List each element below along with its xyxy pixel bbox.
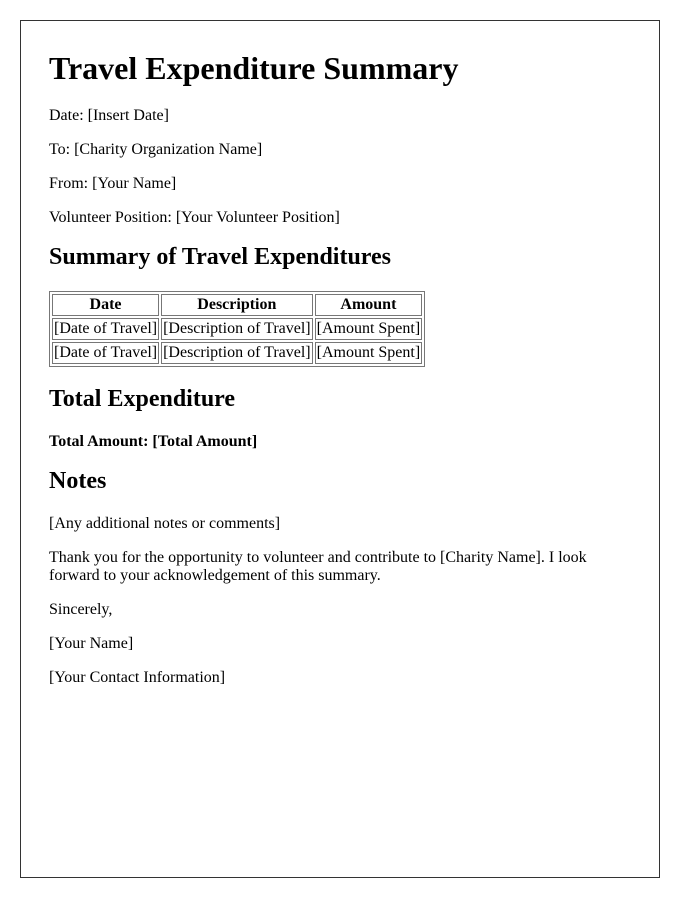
- cell-amount: [Amount Spent]: [315, 342, 423, 364]
- total-amount-line: Total Amount: [Total Amount]: [49, 433, 258, 450]
- table-header-row: [52, 294, 422, 316]
- thanks-paragraph: Thank you for the opportunity to volunteer and contribute to [Charity Name]. I look forward to your acknowledgement of this summary.: [49, 549, 587, 584]
- column-header-description: Description: [161, 294, 313, 316]
- cell-date: [Date of Travel]: [52, 318, 159, 340]
- total-heading: Total Expenditure: [49, 386, 236, 412]
- document-page: [20, 20, 660, 878]
- to-line: To: [Charity Organization Name]: [49, 141, 263, 158]
- page-title: Travel Expenditure Summary: [49, 50, 459, 86]
- notes-text: [Any additional notes or comments]: [49, 515, 281, 532]
- summary-heading: Summary of Travel Expenditures: [49, 244, 392, 270]
- signature-name: [Your Name]: [49, 635, 134, 652]
- table-row: [52, 342, 422, 364]
- expenditure-table: [49, 291, 425, 367]
- cell-amount: [Amount Spent]: [315, 318, 423, 340]
- closing-line: Sincerely,: [49, 601, 113, 618]
- column-header-amount: Amount: [315, 294, 423, 316]
- notes-heading: Notes: [49, 468, 107, 494]
- cell-description: [Description of Travel]: [161, 318, 313, 340]
- date-line: Date: [Insert Date]: [49, 107, 169, 124]
- column-header-date: Date: [52, 294, 159, 316]
- volunteer-position-line: Volunteer Position: [Your Volunteer Position]: [49, 209, 340, 226]
- from-line: From: [Your Name]: [49, 175, 177, 192]
- cell-description: [Description of Travel]: [161, 342, 313, 364]
- contact-information: [Your Contact Information]: [49, 669, 226, 686]
- table-row: [52, 318, 422, 340]
- cell-date: [Date of Travel]: [52, 342, 159, 364]
